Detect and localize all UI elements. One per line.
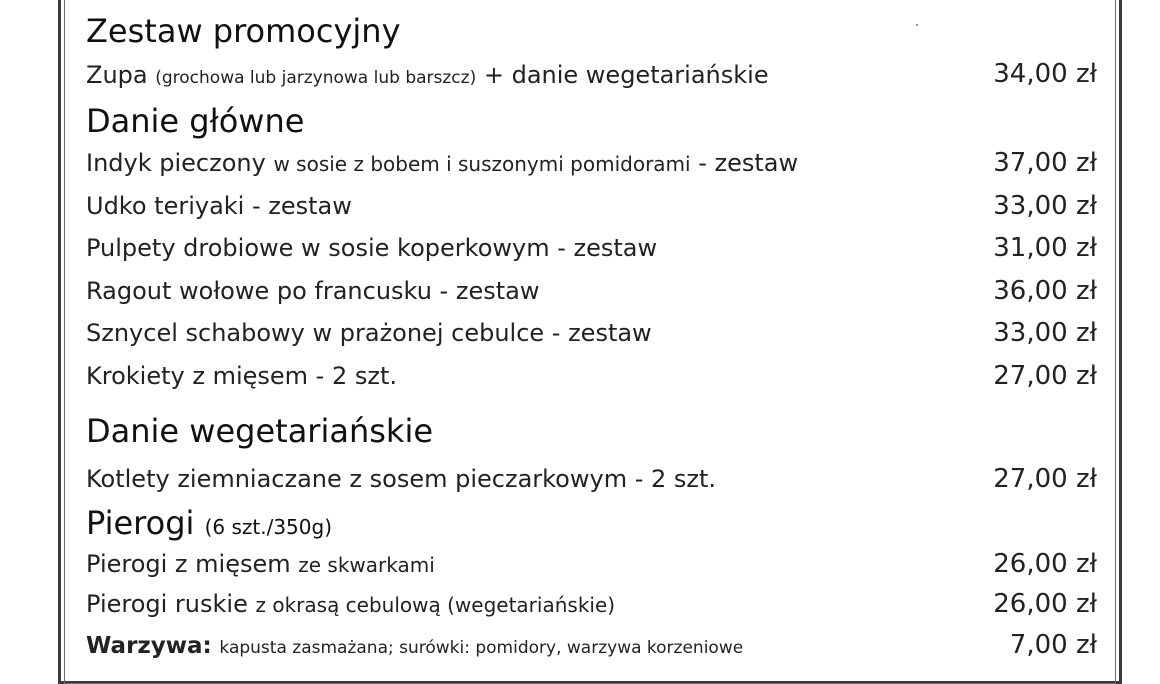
pierogi-item-0-detail: ze skwarkami — [298, 553, 435, 577]
promo-item-name: Zupa — [86, 61, 148, 89]
vegetarian-heading: Danie wegetariańskie — [86, 412, 434, 450]
pierogi-item-1 — [86, 590, 615, 618]
pierogi-item-1-name: Pierogi ruskie — [86, 590, 248, 618]
main-item-0-name: Indyk pieczony — [86, 149, 266, 177]
main-item-3-price: 36,00 zł — [993, 276, 1097, 306]
pierogi-item-0 — [86, 550, 435, 578]
pierogi-item-1-detail: z okrasą cebulową (wegetariańskie) — [255, 593, 616, 617]
main-item-1-price: 33,00 zł — [993, 191, 1097, 221]
main-item-2-name: Pulpety drobiowe w sosie koperkowym - zestaw — [86, 234, 658, 262]
promo-heading: Zestaw promocyjny — [86, 12, 401, 50]
main-item-1-name: Udko teriyaki - zestaw — [86, 192, 352, 220]
pierogi-item-0-price: 26,00 zł — [993, 549, 1097, 579]
main-item-0 — [86, 149, 798, 177]
vegetables-row — [86, 631, 743, 659]
pierogi-note: (6 szt./350g) — [204, 515, 332, 539]
pierogi-item-0-name: Pierogi z mięsem — [86, 550, 291, 578]
main-item-4-price: 33,00 zł — [993, 318, 1097, 348]
vegetables-label: Warzywa: — [86, 633, 212, 659]
main-item-0-detail: w sosie z bobem i suszonymi pomidorami — [273, 152, 691, 176]
main-item-2-price: 31,00 zł — [993, 233, 1097, 263]
main-heading: Danie główne — [86, 102, 305, 140]
pierogi-heading — [86, 504, 332, 542]
main-item-5-price: 27,00 zł — [993, 361, 1097, 391]
main-item-0-price: 37,00 zł — [993, 148, 1097, 178]
vegetables-detail: kapusta zasmażana; surówki: pomidory, warzywa korzeniowe — [219, 638, 744, 658]
main-item-3-name: Ragout wołowe po francusku - zestaw — [86, 277, 540, 305]
main-item-4-name: Sznycel schabowy w prażonej cebulce - zestaw — [86, 319, 652, 347]
main-item-0-suffix: - zestaw — [698, 149, 799, 177]
vegetarian-item-0-name: Kotlety ziemniaczane z sosem pieczarkowym - 2 szt. — [86, 465, 717, 493]
vegetables-price: 7,00 zł — [1009, 630, 1097, 660]
promo-item-suffix: + danie wegetariańskie — [483, 61, 769, 89]
promo-item-detail: (grochowa lub jarzynowa lub barszcz) — [155, 68, 477, 88]
pierogi-title: Pierogi — [86, 504, 195, 542]
promo-item — [86, 61, 769, 89]
main-item-5-name: Krokiety z mięsem - 2 szt. — [86, 362, 397, 390]
promo-item-price: 34,00 zł — [993, 59, 1097, 89]
speck — [916, 24, 918, 26]
pierogi-item-1-price: 26,00 zł — [993, 589, 1097, 619]
vegetarian-item-0-price: 27,00 zł — [993, 464, 1097, 494]
